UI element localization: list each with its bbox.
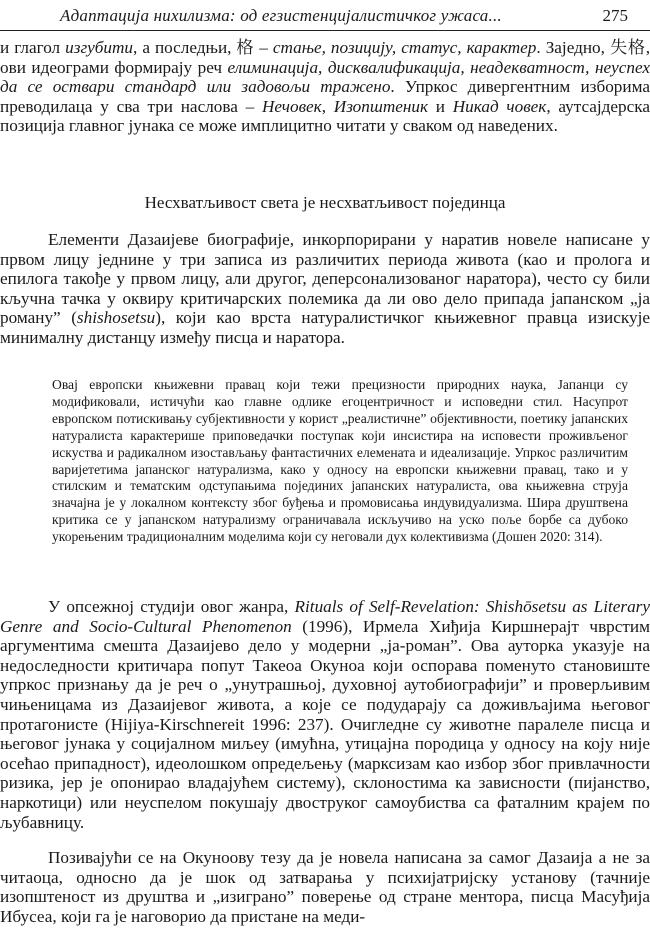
- text-segment: и глагол: [0, 38, 66, 57]
- text-segment: . Заједно, 失格, ови идеограми формирају реч: [0, 38, 650, 77]
- block-quote: Овај европски књижевни правац који тежи прецизности природних наука, Јапанци су модификовали, истичући као главне одлике егоцентричност и исповедни стил. Насупрот европском потискивању субјективности у корист „реалистичне” објективности, поетику јапанских натуралиста карактерише приповедачки поступак који инсистира на исповести проживљеног искуства и радикалном изостављању фантастичних елемената и идеализације. Упркос различитим варијететима јапанског натурализма, како у односу на европски књижевни правац, тако и у стилским и тематским одступањима појединих јапанских натуралиста, ова књижевна струја значајна је у локалном контексту због буђења и промовисања индувидуализма. Шира друштвена критика се у јапанском натурализму ограничавала искључиво на уско поље борбе са дубоко укорењеним традиционалним моделима који су неговали дух колективизма (Дошен 2020: 314).: [52, 377, 628, 545]
- text-segment: ,: [321, 96, 334, 116]
- paragraph-biography: [0, 230, 650, 348]
- italic-text-segment: елиминација, дисквалификација, неадекватност, неуспех да се оствари стандард или задовољи тражено: [0, 57, 650, 97]
- paragraph-study: [0, 597, 650, 832]
- text-segment: Елементи Дазаијеве биографије, инкорпорирани у наратив новеле написане у првом лицу једнине у три записа из различитих периода живота (као и пролога и епилога такође у првом лицу, али другог, деперсонализованог наратора), често су били кључна тачка у оквиру критичарских полемика да ли ово дело припада јапанском „ја роману” (: [0, 230, 650, 328]
- italic-text-segment: стање, позицију, статус, карактер: [272, 38, 537, 57]
- italic-text-segment: shishosetsu: [76, 308, 156, 328]
- italic-text-segment: Rituals of Self-Revelation: Shishōsetsu as Literary Genre and Socio-Cultural Phenomenon: [0, 597, 650, 636]
- text-segment: и: [428, 96, 453, 116]
- paragraph-okuno-thesis: [0, 848, 650, 926]
- section-heading: Несхватљивост света је несхватљивост појединца: [144, 193, 506, 212]
- running-title: Адаптација нихилизма: од егзистенцијалистичког ужаса...: [60, 6, 502, 25]
- page-number: 275: [602, 6, 628, 25]
- italic-text-segment: изгубити: [65, 38, 134, 57]
- text-segment: . Упркос дивергентним изборима преводилаца у сва три наслова –: [0, 77, 650, 116]
- italic-text-segment: Никад човек: [452, 96, 547, 116]
- paragraph-intro-continuation: [0, 38, 650, 136]
- text-segment: , аутсајдерска позиција главног јунака се може имплицитно читати у сваком од наведених.: [0, 96, 650, 136]
- text-segment: ), који као врста натуралистичког књижевног правца изискује минималну дистанцу између писца и наратора.: [0, 308, 650, 347]
- text-segment: Позивајући се на Окуноову тезу да је новела написана за самог Дазаија а не за читаоца, односно да је шок од затварања у психијатријску установу (тачније изопштеност из друштва и „изиграно” поверење од стране ментора, писца Масуђија Ибусеа, који га је наговорио да пристане на меди-: [0, 848, 650, 926]
- text-segment: , а последњи, 格 –: [133, 38, 273, 57]
- text-segment: У опсежној студији овог жанра,: [48, 597, 295, 616]
- text-segment: (1996), Ирмела Хиђија Киршнерајт чврстим аргументима смешта Дазаијево дело у модерни „ја-роман”. Ова ауторка указује на недоследности критичара попут Такеоа Окуноа који оспорава поменуто становиште упркос признању да је реч о „унутрашњој, духовној аутобиографији” и проверљивим чињеницама из Дазаијевог живота, а које се подударају са доживљајима његовог протагонисте (Hijiya-Kirschnereit 1996: 237). Очигледне су животне паралеле писца и његовог јунака у социјалном миљеу (имућна, утицајна породица у односу на коју није осећао припадност), идеолошком опредељењу (марксизам као избор због привлачности ризика, јер је опонирао владајућем систему), склоностима ка зависности (пијанство, наркотици) или неуспелом покушају двоструког самоубиства са фаталним крајем по љубавницу.: [0, 616, 650, 832]
- italic-text-segment: Изопштеник: [333, 96, 429, 116]
- page-header: [0, 2, 650, 31]
- italic-text-segment: Нечовек: [261, 96, 322, 116]
